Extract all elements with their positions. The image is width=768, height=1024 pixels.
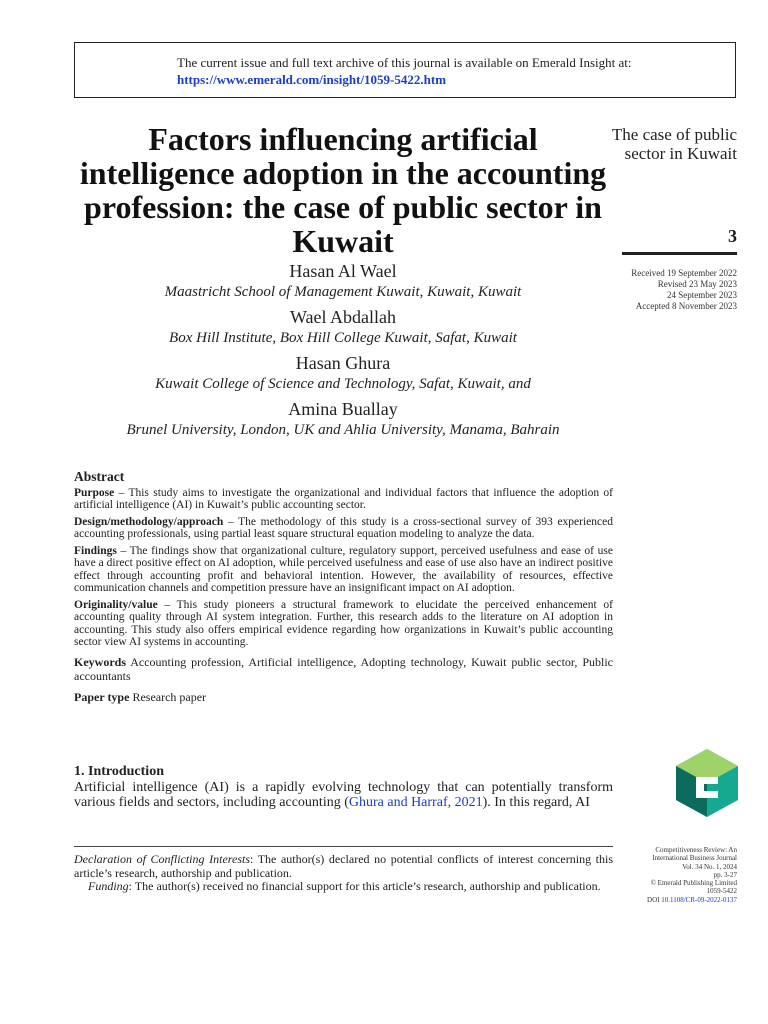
article-title: Factors influencing artificial intelligence adoption in the accounting profession: the case of public sector in Kuwait: [79, 121, 607, 259]
author-name: Wael Abdallah: [289, 307, 396, 327]
funding-note: [74, 880, 613, 894]
date-accepted: Accepted 8 November 2023: [635, 301, 737, 311]
paper-type: [74, 691, 613, 704]
declaration-note: [74, 853, 613, 880]
introduction-heading: 1. Introduction: [74, 764, 164, 779]
funding-text: : The author(s) received no financial support for this article’s research, authorship and publication.: [128, 879, 601, 893]
abstract-purpose: [74, 487, 613, 512]
article-dates: [600, 268, 737, 312]
abstract-findings: [74, 545, 613, 595]
purpose-label: Purpose: [74, 486, 115, 499]
author-affiliation: Box Hill Institute, Box Hill College Kuwait, Safat, Kuwait: [169, 330, 517, 346]
side-divider: [622, 252, 737, 255]
intro-text-end: ). In this regard, AI: [482, 795, 590, 810]
doi-label: DOI: [647, 895, 662, 904]
originality-text: – This study pioneers a structural framework to elucidate the perceived enhancement of accounting quality through AI system integration. Further, this research adds to the literature on AI adoption in accounting. This study also offers empirical evidence regarding how organizations in Kuwait’s public accounting sector view AI systems in accounting.: [74, 598, 613, 648]
footnotes: [74, 853, 613, 894]
abstract-design: [74, 516, 613, 541]
keywords-label: Keywords: [74, 654, 126, 669]
journal-info: [600, 846, 737, 904]
paper-type-label: Paper type: [74, 689, 130, 704]
keywords-text: Accounting profession, Artificial intelligence, Adopting technology, Kuwait public sector, Public accountants: [74, 654, 613, 683]
journal-line: pp. 3-27: [713, 870, 737, 879]
design-text: – The methodology of this study is a cross-sectional survey of 393 experienced accounting professionals, using partial least square structural equation modeling to analyze the data.: [74, 515, 613, 540]
banner-url-link[interactable]: https://www.emerald.com/insight/1059-5422.htm: [177, 72, 447, 87]
page-number: 3: [728, 226, 737, 246]
keywords: [74, 655, 613, 683]
author-list: [74, 260, 612, 444]
journal-line: 1059-5422: [706, 887, 737, 896]
journal-line: International Business Journal: [652, 854, 737, 863]
author-name: Hasan Ghura: [295, 353, 391, 373]
findings-label: Findings: [74, 544, 117, 557]
findings-text: – The findings show that organizational culture, regulatory support, perceived usefulness and ease of use have a direct positive effect on AI adoption, while perceived usefulness and ease of use also have an indirect positive effect through accounting profit and behavioral intention. However, the availability of resources, effective communication channels and competition pressure have an insignificant impact on AI adoption.: [74, 544, 613, 594]
author-affiliation: Brunel University, London, UK and Ahlia University, Manama, Bahrain: [126, 422, 560, 438]
journal-line: © Emerald Publishing Limited: [650, 879, 737, 888]
date-revised-2: 24 September 2023: [667, 290, 737, 300]
funding-label: Funding: [88, 879, 129, 893]
author-affiliation: Kuwait College of Science and Technology, Safat, Kuwait, and: [155, 376, 531, 392]
citation-link[interactable]: Ghura and Harraf, 2021: [348, 795, 483, 810]
doi-line: [600, 896, 737, 904]
banner-text: The current issue and full text archive of this journal is available on Emerald Insight at:: [177, 55, 632, 70]
emerald-publishing-logo-icon: [676, 749, 738, 817]
footnote-divider: [74, 846, 613, 847]
author-name: Amina Buallay: [288, 399, 398, 419]
originality-label: Originality/value: [74, 598, 158, 611]
journal-line: Vol. 34 No. 1, 2024: [682, 862, 737, 871]
journal-line: Competitiveness Review: An: [655, 846, 737, 854]
abstract-originality: [74, 599, 613, 649]
abstract-heading: Abstract: [74, 469, 125, 484]
running-title: The case of public sector in Kuwait: [611, 125, 737, 163]
declaration-label: Declaration of Conflicting Interests: [74, 852, 251, 866]
design-label: Design/methodology/approach: [74, 515, 224, 528]
intro-text-start: Artificial intelligence (AI) is a rapidly evolving technology that can potentially transform various fields and sectors, including accounting (: [74, 780, 613, 810]
date-revised: Revised 23 May 2023: [657, 279, 737, 289]
introduction-text: [74, 780, 613, 810]
declaration-text: : The author(s) declared no potential conflicts of interest concerning this article’s research, authorship and publication.: [74, 852, 613, 880]
doi-link[interactable]: 10.1108/CR-09-2022-0137: [661, 895, 737, 904]
abstract-section: [74, 471, 613, 707]
introduction-section: [74, 764, 613, 810]
author-affiliation: Maastricht School of Management Kuwait, Kuwait, Kuwait: [164, 284, 522, 300]
purpose-text: – This study aims to investigate the organizational and individual factors that influence the adoption of artificial intelligence (AI) in Kuwait’s public accounting sector.: [74, 486, 613, 511]
author-name: Hasan Al Wael: [289, 261, 397, 281]
journal-archive-banner: [74, 42, 736, 98]
paper-type-text: Research paper: [129, 689, 207, 704]
date-received: Received 19 September 2022: [631, 268, 737, 278]
